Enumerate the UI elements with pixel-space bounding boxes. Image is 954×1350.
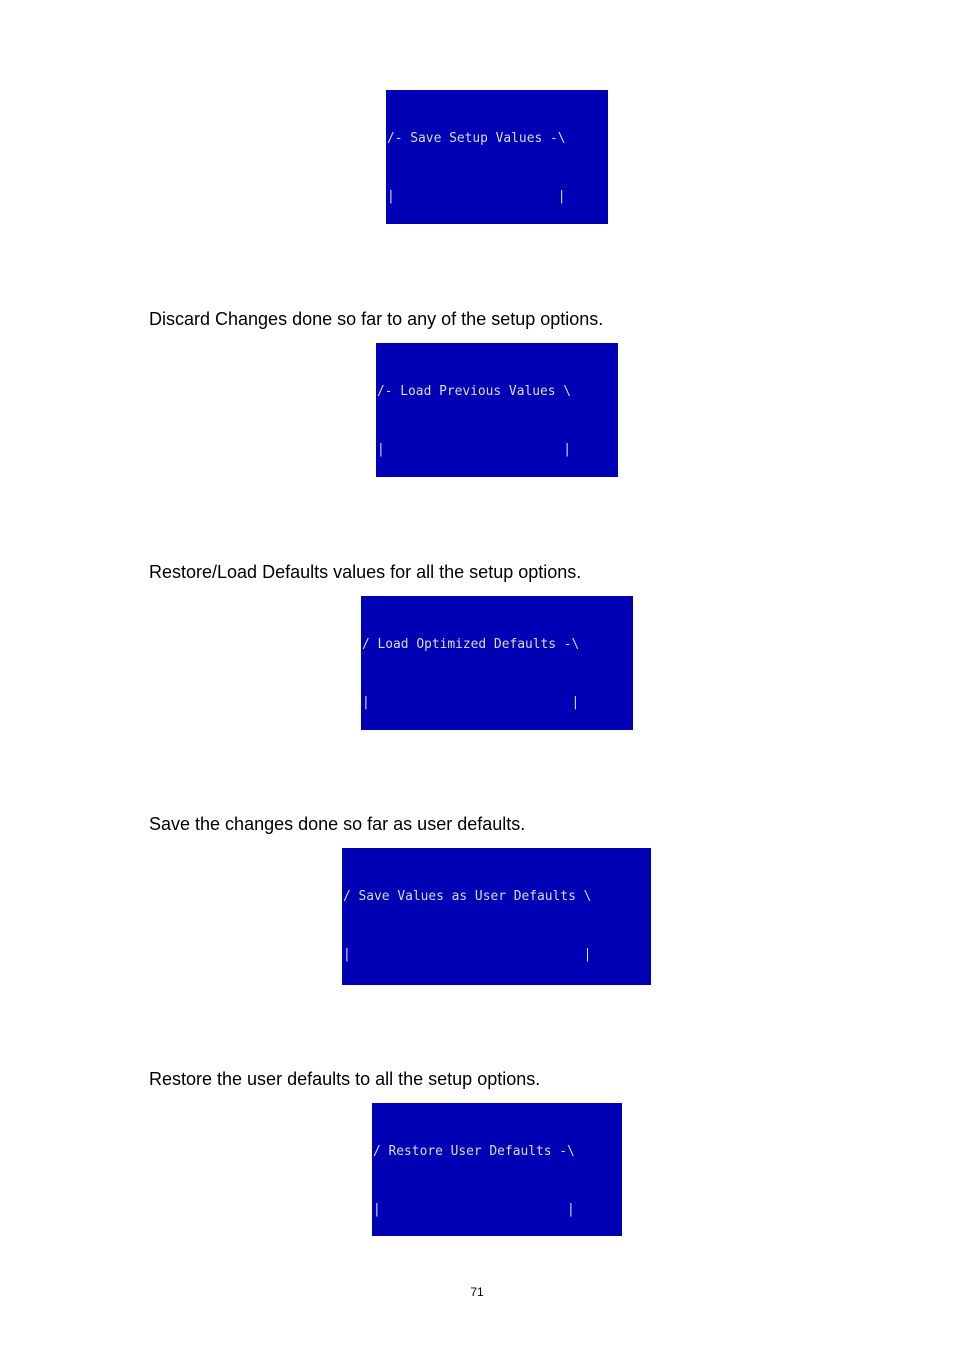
dialog-blank-line: | | [377,442,572,458]
load-previous-values-dialog [376,343,618,477]
dialog-title: / Restore User Defaults -\ [373,1143,575,1159]
section-caption: Restore/Load Defaults values for all the setup options. [149,562,582,582]
dialog-blank-line: | | [362,695,580,711]
save-values-as-user-defaults-dialog [342,848,651,985]
section-caption: Save the changes done so far as user defaults. [149,814,526,834]
dialog-blank-line: | | [373,1202,575,1218]
dialog-blank-line: | | [343,947,592,963]
dialog-title: /- Save Setup Values -\ [387,130,566,146]
dialog-title: / Load Optimized Defaults -\ [362,636,580,652]
dialog-title: / Save Values as User Defaults \ [343,888,592,904]
section-caption: Restore the user defaults to all the setup options. [149,1069,541,1089]
restore-user-defaults-dialog [372,1103,622,1236]
load-optimized-defaults-dialog [361,596,633,730]
dialog-blank-line: | | [387,189,566,205]
page-number: 71 [470,1285,484,1299]
dialog-title: /- Load Previous Values \ [377,383,572,399]
save-setup-values-dialog [386,90,608,224]
section-caption: Discard Changes done so far to any of the setup options. [149,309,604,329]
